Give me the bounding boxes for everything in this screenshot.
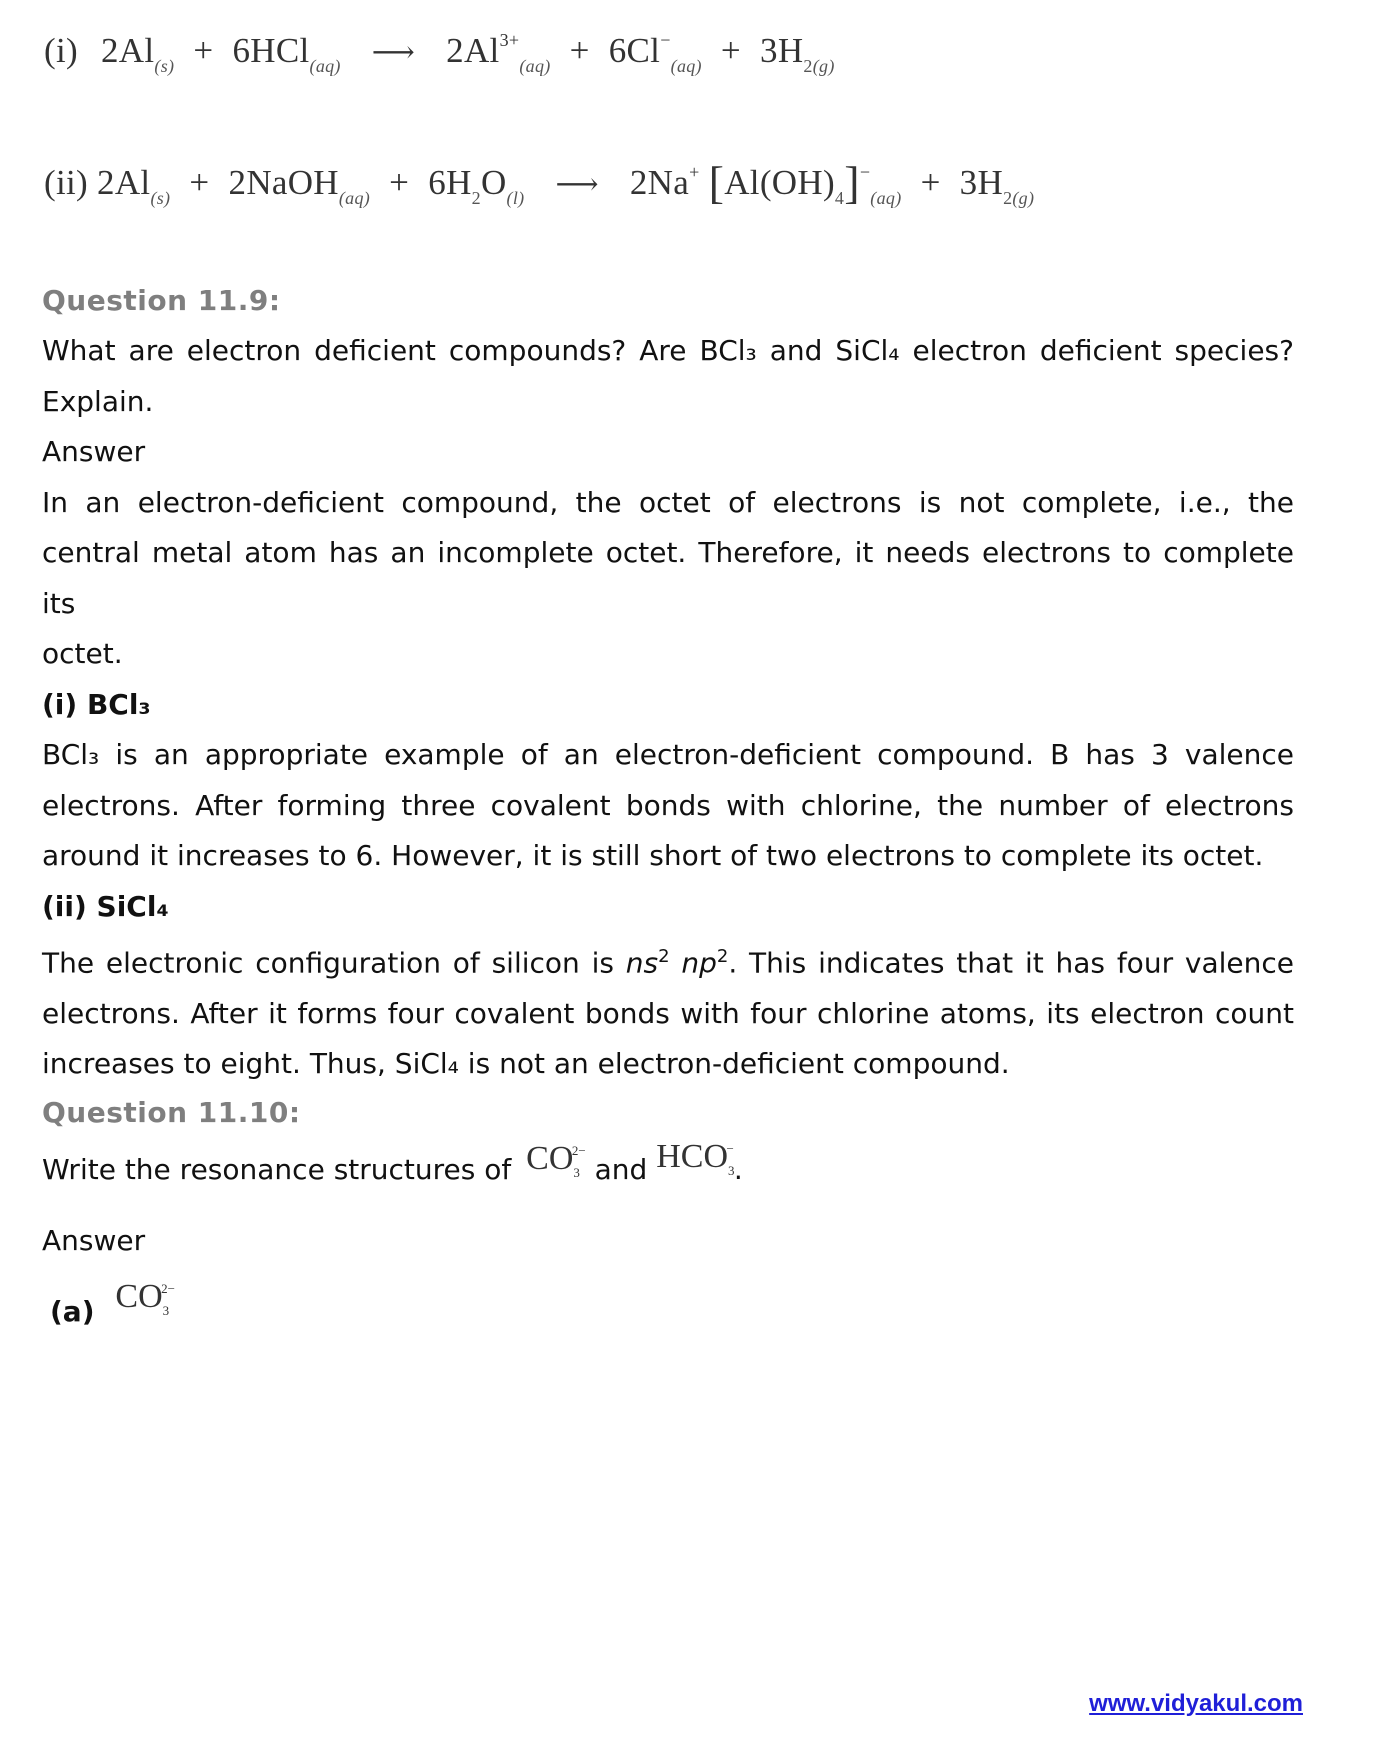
- plus: +: [720, 31, 741, 70]
- plus: +: [569, 31, 590, 70]
- bicarbonate-charge: −: [726, 1141, 734, 1156]
- q9-np: np: [681, 946, 717, 980]
- plus: +: [389, 163, 410, 202]
- reaction-arrow-icon: ⟶: [555, 168, 599, 201]
- carbonate-charge: 2−: [571, 1143, 586, 1158]
- bicarbonate-sub: 3: [728, 1163, 735, 1178]
- part-a-carbonate-ion: [115, 1278, 175, 1319]
- q10-question-text: Write the resonance structures of: [42, 1153, 512, 1186]
- q9-ns: ns: [625, 946, 659, 980]
- plus: +: [920, 163, 941, 202]
- eq1-r2-state: (aq): [309, 56, 341, 76]
- plus: +: [193, 31, 214, 70]
- eq1-p3-sub: 2: [803, 56, 813, 76]
- eq2-label: (ii): [44, 163, 88, 202]
- bicarbonate-ion: [656, 1138, 734, 1179]
- bicarbonate-formula: HCO: [656, 1138, 729, 1175]
- q9-np-sup: 2: [716, 946, 729, 967]
- question-11-9-body: [42, 326, 1294, 1090]
- eq2-r3: 6H: [428, 163, 472, 202]
- q9-part1-line1: BCl₃ is an appropriate example of an electron-deficient compound. B has 3 valence: [42, 738, 1294, 771]
- q9-part1-heading: (i) BCl₃: [42, 687, 151, 721]
- carbonate-formula: CO: [526, 1140, 574, 1177]
- vidyakul-link[interactable]: www.vidyakul.com: [1089, 1690, 1303, 1717]
- q9-answer-label: Answer: [42, 435, 146, 468]
- q9-part2-line1-b: . This indicates that it has four valence: [728, 946, 1294, 980]
- left-bracket-icon: [: [708, 157, 725, 208]
- part-a-charge: 2−: [161, 1281, 175, 1296]
- q9-intro-line2: central metal atom has an incomplete octet. Therefore, it needs electrons to complete its: [42, 536, 1294, 620]
- q10-period: .: [733, 1153, 743, 1186]
- eq2-complex-charge: −: [859, 162, 871, 182]
- eq2-complex-sub: 4: [834, 188, 845, 208]
- eq1-p1-state: (aq): [519, 56, 551, 76]
- q9-part1-line3: around it increases to 6. However, it is still short of two electrons to complete its octet.: [42, 839, 1264, 872]
- q9-question-line1: What are electron deficient compounds? Are BCl₃ and SiCl₄ electron deficient species?: [42, 334, 1294, 367]
- q10-part-a-label: (a): [50, 1295, 95, 1328]
- eq1-label: (i): [44, 31, 78, 70]
- eq1-p1: 2Al: [446, 31, 500, 70]
- eq2-r2: 2NaOH: [228, 163, 339, 202]
- question-11-10-title: Question 11.10:: [42, 1096, 301, 1129]
- carbonate-ion: [526, 1140, 586, 1181]
- question-11-9-title: Question 11.9:: [42, 284, 281, 317]
- eq2-p2-state: (g): [1012, 188, 1035, 208]
- q10-question: [42, 1138, 743, 1191]
- q9-part1-line2: electrons. After forming three covalent bonds with chlorine, the number of electrons: [42, 788, 1294, 822]
- eq1-p3-state: (g): [812, 56, 835, 76]
- carbonate-sub: 3: [573, 1165, 580, 1180]
- eq2-r1: 2Al: [97, 163, 151, 202]
- eq1-p1-charge: 3+: [499, 30, 520, 50]
- eq2-complex: Al(OH): [724, 163, 835, 202]
- eq2-r2-state: (aq): [338, 188, 371, 208]
- q9-part2-line1-a: The electronic configuration of silicon is: [42, 946, 626, 980]
- part-a-formula: CO: [115, 1278, 163, 1315]
- q9-intro-line1: In an electron-deficient compound, the octet of electrons is not complete, i.e., the: [42, 485, 1294, 519]
- equation-2: [44, 156, 1034, 209]
- eq2-p1-charge: +: [689, 162, 700, 182]
- eq1-p2: 6Cl: [608, 31, 661, 70]
- plus: +: [189, 163, 210, 202]
- q9-part2-line2: electrons. After it forms four covalent bonds with four chlorine atoms, its electron count: [42, 996, 1294, 1030]
- eq1-p2-state: (aq): [670, 56, 702, 76]
- q10-and: and: [594, 1153, 648, 1186]
- q10-answer-label: Answer: [42, 1224, 146, 1257]
- eq1-p2-charge: −: [660, 30, 671, 50]
- q9-ns-sup: 2: [658, 946, 670, 967]
- eq2-r3-tail: O: [480, 163, 507, 202]
- eq1-p3: 3H: [760, 31, 804, 70]
- q9-intro-line3: octet.: [42, 637, 123, 670]
- part-a-sub: 3: [162, 1303, 170, 1318]
- q9-question-line2: Explain.: [42, 384, 154, 418]
- eq2-p2: 3H: [959, 163, 1004, 202]
- eq2-r3-sub: 2: [471, 188, 481, 208]
- equation-1: [44, 30, 835, 77]
- q9-part2-heading: (ii) SiCl₄: [42, 889, 169, 923]
- reaction-arrow-icon: ⟶: [371, 36, 416, 69]
- q9-part2-line1: [42, 932, 1294, 989]
- q10-part-a: [50, 1278, 175, 1333]
- eq1-r1: 2Al: [101, 31, 155, 70]
- right-bracket-icon: ]: [844, 157, 860, 208]
- eq2-p2-sub: 2: [1003, 188, 1013, 208]
- eq1-r2: 6HCl: [232, 31, 310, 70]
- eq1-r1-state: (s): [154, 56, 175, 76]
- eq2-r3-state: (l): [506, 188, 525, 208]
- eq2-p1: 2Na: [629, 163, 690, 202]
- eq2-r1-state: (s): [150, 188, 171, 208]
- eq2-complex-state: (aq): [870, 188, 902, 208]
- q9-part2-line3: increases to eight. Thus, SiCl₄ is not an electron-deficient compound.: [42, 1047, 1010, 1081]
